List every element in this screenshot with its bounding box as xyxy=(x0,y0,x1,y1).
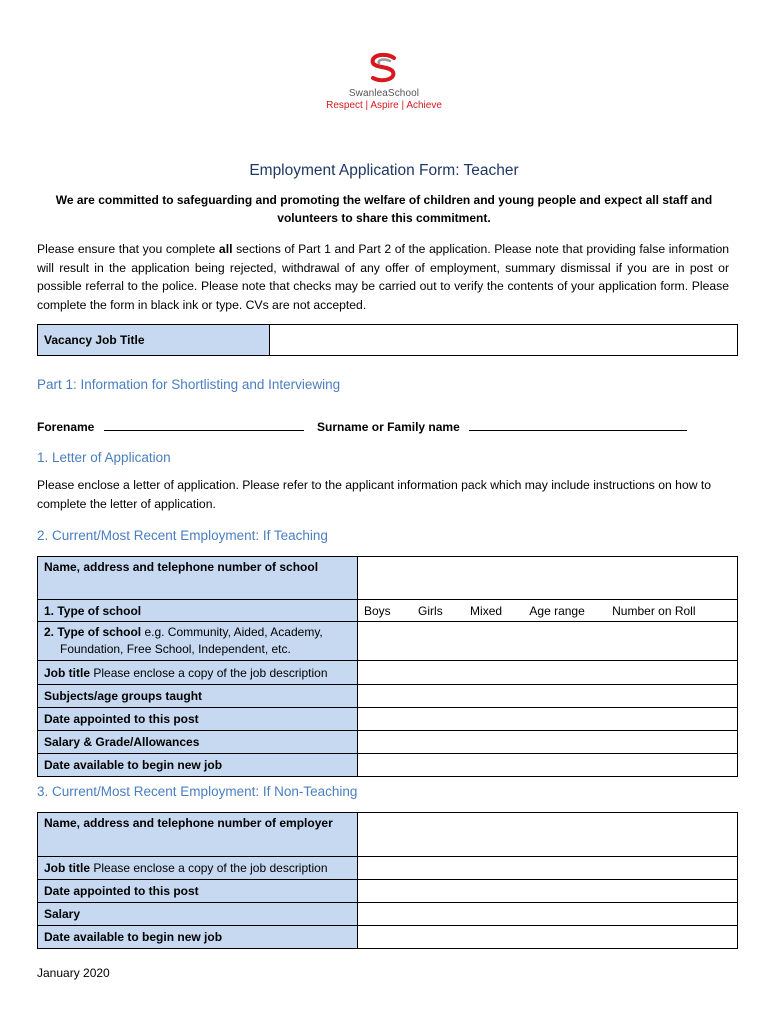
date-available-input[interactable] xyxy=(358,754,738,777)
section2-heading: 2. Current/Most Recent Employment: If Teaching xyxy=(37,528,328,543)
nt-date-appointed-input[interactable] xyxy=(358,880,738,903)
non-teaching-employment-table xyxy=(37,812,738,949)
forename-label: Forename xyxy=(37,420,95,434)
job-title-bold: Job title xyxy=(44,665,91,680)
school-logo xyxy=(320,52,448,111)
intro-paragraph xyxy=(37,240,729,314)
intro-text-bold: all xyxy=(218,242,233,256)
option-girls[interactable]: Girls xyxy=(418,603,443,618)
section1-heading: 1. Letter of Application xyxy=(37,450,171,465)
forename-input[interactable] xyxy=(104,420,304,431)
employer-details-input[interactable] xyxy=(358,813,738,857)
section3-heading: 3. Current/Most Recent Employment: If Non-Teaching xyxy=(37,784,358,799)
school-type2-input[interactable] xyxy=(358,622,738,661)
school-type2-label xyxy=(38,622,358,661)
page-title: Employment Application Form: Teacher xyxy=(249,162,519,179)
nt-job-title-label xyxy=(38,857,358,880)
vacancy-label: Vacancy Job Title xyxy=(38,325,270,356)
school-type-options xyxy=(358,600,738,622)
school-details-input[interactable] xyxy=(358,557,738,600)
job-title-note: Please enclose a copy of the job description xyxy=(90,665,328,680)
nt-salary-input[interactable] xyxy=(358,903,738,926)
salary-grade-input[interactable] xyxy=(358,731,738,754)
school-name: SwanleaSchool xyxy=(348,88,420,99)
nt-date-available-label: Date available to begin new job xyxy=(38,926,358,949)
nt-date-appointed-label: Date appointed to this post xyxy=(38,880,358,903)
option-number-on-roll[interactable]: Number on Roll xyxy=(612,603,696,618)
footer-date: January 2020 xyxy=(37,966,110,980)
school-motto: Respect | Aspire | Achieve xyxy=(326,100,442,111)
nt-job-title-bold: Job title xyxy=(44,861,91,875)
part1-heading: Part 1: Information for Shortlisting and Interviewing xyxy=(37,377,341,392)
intro-text-2: sections of Part 1 and Part 2 of the application. Please note that providing false information will result in the application being rejected, withdrawal of any offer of employment, summary dismissal if you are in post or possible referral to the police. Please note that checks may be carried out to verify the contents of your application form. Please complete the form in black ink or type. CVs are not accepted. xyxy=(37,242,729,312)
intro-text-1: Please ensure that you complete xyxy=(37,242,219,256)
swirl-logo-icon xyxy=(364,52,404,86)
section1-text: Please enclose a letter of application. Please refer to the applicant information pack which may include instructions on how to complete the letter of application. xyxy=(37,478,712,511)
option-boys[interactable]: Boys xyxy=(364,603,391,618)
name-fields xyxy=(37,420,687,434)
safeguarding-statement: We are committed to safeguarding and promoting the welfare of children and young people and expect all staff and volunteers to share this commitment. xyxy=(55,193,713,225)
school-type1-label: 1. Type of school xyxy=(38,600,358,622)
subjects-input[interactable] xyxy=(358,685,738,708)
nt-job-title-input[interactable] xyxy=(358,857,738,880)
job-title-label xyxy=(38,661,358,685)
school-details-label: Name, address and telephone number of school xyxy=(38,557,358,600)
nt-date-available-input[interactable] xyxy=(358,926,738,949)
school-type2-line2: Foundation, Free School, Independent, etc. xyxy=(60,642,291,656)
surname-label: Surname or Family name xyxy=(317,420,460,434)
date-appointed-label: Date appointed to this post xyxy=(38,708,358,731)
vacancy-input[interactable] xyxy=(270,325,738,356)
nt-salary-label: Salary xyxy=(38,903,358,926)
subjects-label: Subjects/age groups taught xyxy=(38,685,358,708)
option-age-range[interactable]: Age range xyxy=(529,603,585,618)
teaching-employment-table xyxy=(37,556,738,777)
date-available-label: Date available to begin new job xyxy=(38,754,358,777)
salary-grade-label: Salary & Grade/Allowances xyxy=(38,731,358,754)
date-appointed-input[interactable] xyxy=(358,708,738,731)
employer-details-label: Name, address and telephone number of employer xyxy=(38,813,358,857)
school-type2-bold: 2. Type of school xyxy=(44,625,142,639)
nt-job-title-note: Please enclose a copy of the job description xyxy=(90,861,328,875)
surname-input[interactable] xyxy=(469,420,687,431)
job-title-input[interactable] xyxy=(358,661,738,685)
option-mixed[interactable]: Mixed xyxy=(470,603,503,618)
school-type2-rest: e.g. Community, Aided, Academy, xyxy=(141,625,323,639)
vacancy-table xyxy=(37,324,738,356)
